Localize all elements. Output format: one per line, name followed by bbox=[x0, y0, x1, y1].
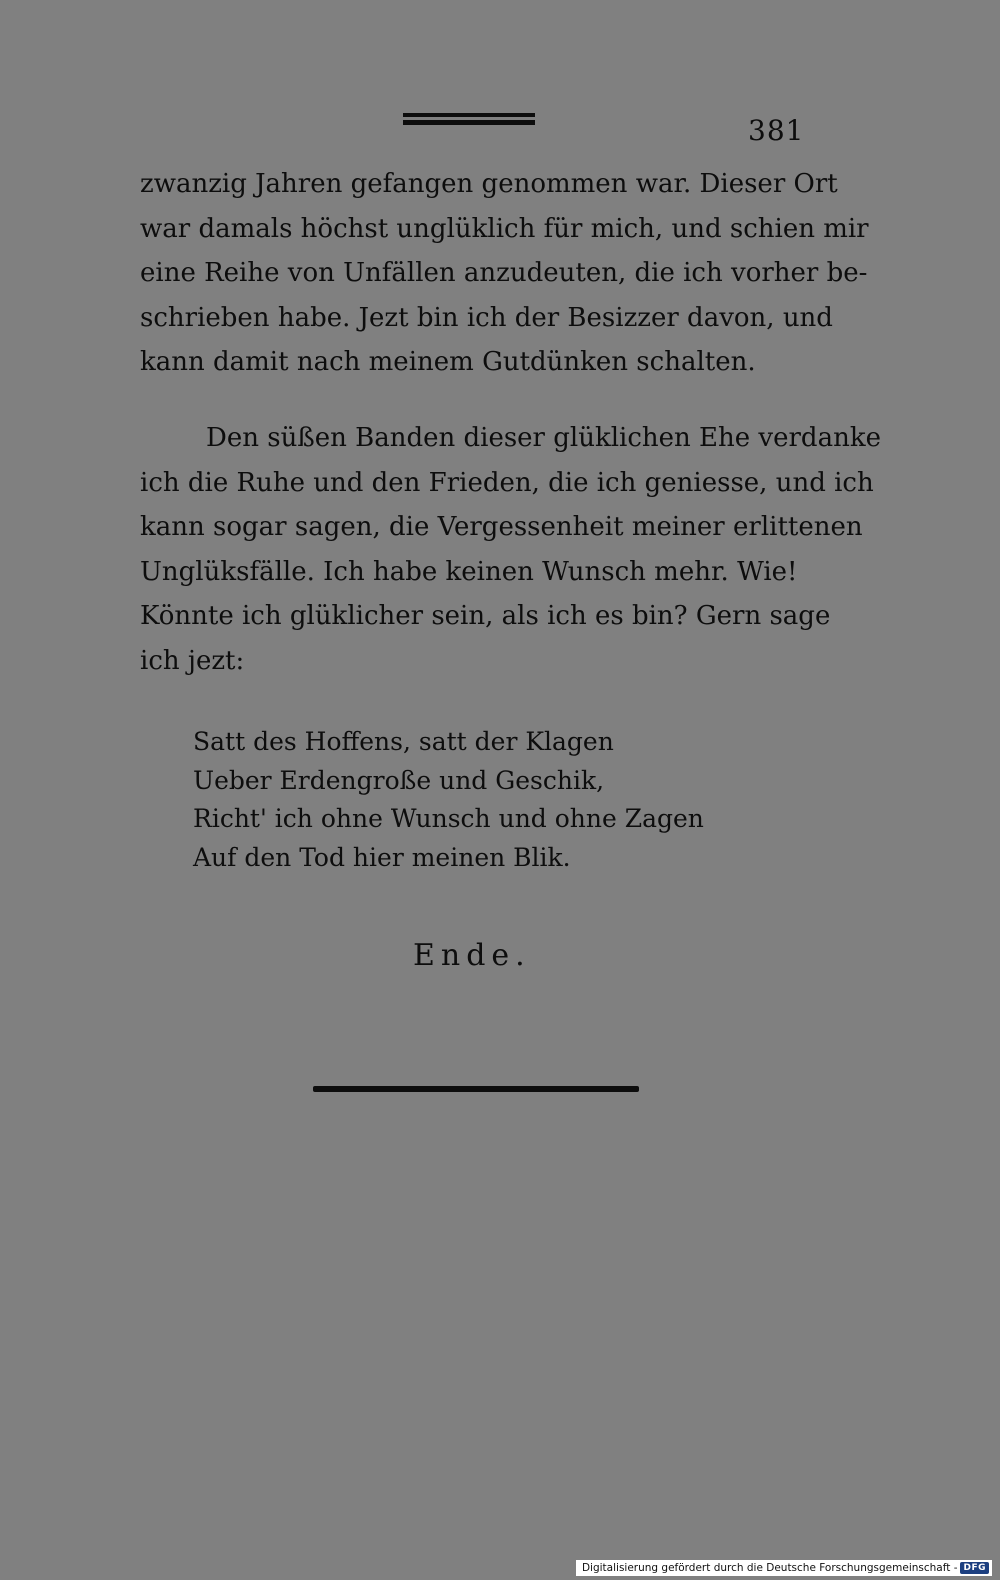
digitization-credit bbox=[576, 1560, 992, 1576]
text-line: eine Reihe von Unfällen anzudeuten, die ich vorher be- bbox=[140, 258, 868, 288]
text-line: kann damit nach meinem Gutdünken schalten. bbox=[140, 347, 756, 377]
paragraph-2 bbox=[140, 416, 881, 683]
verse-line: Satt des Hoffens, satt der Klagen bbox=[193, 727, 614, 756]
page-number: 381 bbox=[748, 114, 805, 147]
text-line: schrieben habe. Jezt bin ich der Besizzer davon, und bbox=[140, 302, 833, 333]
text-line: Könnte ich glüklicher sein, als ich es bin? Gern sage bbox=[140, 601, 831, 631]
text-line: zwanzig Jahren gefangen genommen war. Dieser Ort bbox=[140, 169, 838, 199]
ende-heading: Ende. bbox=[413, 938, 531, 973]
paragraph-1 bbox=[140, 162, 869, 385]
verse-line: Ueber Erdengroße und Geschik, bbox=[193, 765, 605, 795]
verse-line: Richt' ich ohne Wunsch und ohne Zagen bbox=[193, 804, 704, 833]
text-line: ich jezt: bbox=[140, 645, 245, 676]
text-line: kann sogar sagen, die Vergessenheit meiner erlittenen bbox=[140, 512, 863, 542]
verse-stanza bbox=[193, 723, 704, 877]
text-line: Unglüksfälle. Ich habe keinen Wunsch mehr. Wie! bbox=[140, 556, 798, 587]
credit-text: Digitalisierung gefördert durch die Deutsche Forschungsgemeinschaft - bbox=[581, 1562, 958, 1574]
closing-rule bbox=[313, 1086, 639, 1092]
header-rule bbox=[403, 113, 535, 128]
verse-line: Auf den Tod hier meinen Blik. bbox=[193, 842, 571, 872]
text-line: Den süßen Banden dieser glüklichen Ehe verdanke bbox=[206, 423, 881, 453]
text-line: ich die Ruhe und den Frieden, die ich geniesse, und ich bbox=[140, 467, 874, 498]
text-line: war damals höchst unglüklich für mich, und schien mir bbox=[140, 213, 869, 244]
dfg-logo: DFG bbox=[960, 1562, 989, 1574]
